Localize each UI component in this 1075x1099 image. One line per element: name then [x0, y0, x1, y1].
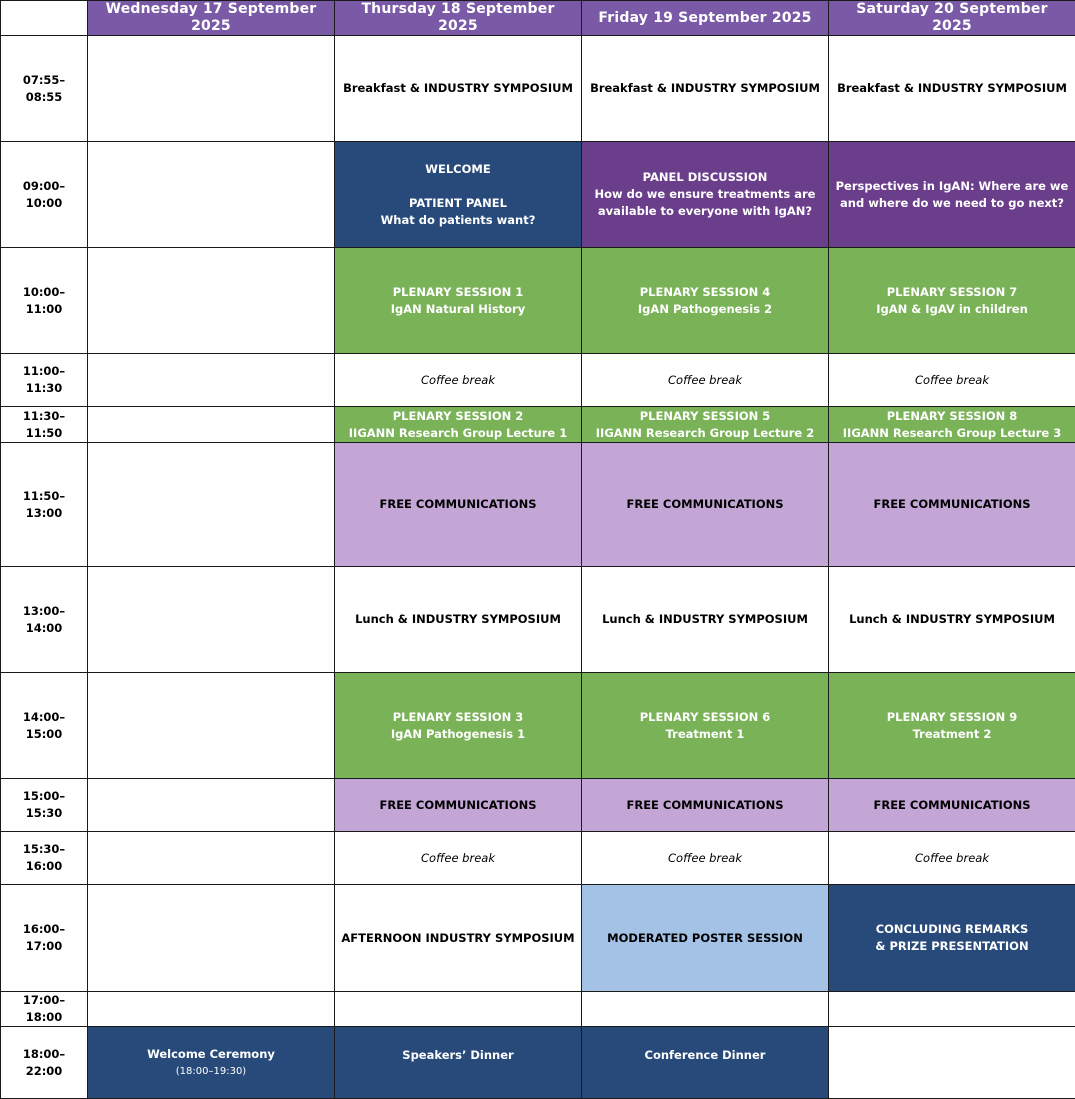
plenary-session-cell [335, 673, 582, 779]
free-communications-cell: FREE COMMUNICATIONS [335, 779, 582, 832]
session-subtitle: IgAN Pathogenesis 2 [588, 301, 822, 318]
session-subtitle: Treatment 1 [588, 726, 822, 743]
plenary-session-cell [582, 248, 829, 354]
session-time: (18:00–19:30) [94, 1063, 328, 1080]
plenary-session-cell [829, 673, 1075, 779]
empty-cell [88, 354, 335, 407]
session-subtitle: IgAN & IgAV in children [835, 301, 1069, 318]
session-line: CONCLUDING REMARKS [835, 921, 1069, 938]
plenary-session-cell [582, 407, 829, 443]
session-subtitle: IIGANN Research Group Lecture 2 [588, 425, 822, 442]
session-line: PATIENT PANEL [341, 195, 575, 212]
welcome-ceremony-cell [88, 1027, 335, 1099]
session-line: Perspectives in IgAN: Where are we [835, 178, 1069, 195]
session-line: & PRIZE PRESENTATION [835, 938, 1069, 955]
header-corner [1, 1, 88, 36]
empty-cell [88, 885, 335, 992]
breakfast-symposium-cell: Breakfast & INDUSTRY SYMPOSIUM [335, 36, 582, 142]
session-title: PLENARY SESSION 8 [835, 408, 1069, 425]
session-subtitle: IIGANN Research Group Lecture 1 [341, 425, 575, 442]
concluding-remarks-cell [829, 885, 1075, 992]
session-title: PLENARY SESSION 2 [341, 408, 575, 425]
empty-cell [829, 992, 1075, 1027]
free-communications-cell: FREE COMMUNICATIONS [582, 443, 829, 567]
empty-cell [829, 1027, 1075, 1099]
lunch-symposium-cell: Lunch & INDUSTRY SYMPOSIUM [335, 567, 582, 673]
welcome-patient-panel-cell [335, 142, 582, 248]
day-header-thursday: Thursday 18 September 2025 [335, 1, 582, 36]
breakfast-symposium-cell: Breakfast & INDUSTRY SYMPOSIUM [582, 36, 829, 142]
empty-cell [88, 248, 335, 354]
time-slot: 11:30–11:50 [1, 407, 88, 443]
plenary-session-cell [335, 248, 582, 354]
empty-cell [88, 407, 335, 443]
time-slot: 15:00–15:30 [1, 779, 88, 832]
time-slot: 11:50–13:00 [1, 443, 88, 567]
plenary-session-cell [829, 407, 1075, 443]
empty-cell [88, 779, 335, 832]
panel-discussion-cell [582, 142, 829, 248]
empty-cell [88, 142, 335, 248]
coffee-break-cell: Coffee break [335, 354, 582, 407]
empty-cell [88, 832, 335, 885]
time-slot: 18:00–22:00 [1, 1027, 88, 1099]
afternoon-symposium-cell: AFTERNOON INDUSTRY SYMPOSIUM [335, 885, 582, 992]
plenary-session-cell [829, 248, 1075, 354]
time-slot: 09:00–10:00 [1, 142, 88, 248]
time-slot: 10:00–11:00 [1, 248, 88, 354]
time-slot: 16:00–17:00 [1, 885, 88, 992]
session-line: PANEL DISCUSSION [588, 169, 822, 186]
coffee-break-cell: Coffee break [582, 354, 829, 407]
free-communications-cell: FREE COMMUNICATIONS [335, 443, 582, 567]
time-slot: 14:00–15:00 [1, 673, 88, 779]
session-title: PLENARY SESSION 9 [835, 709, 1069, 726]
empty-cell [88, 992, 335, 1027]
empty-cell [88, 443, 335, 567]
session-line: available to everyone with IgAN? [588, 203, 822, 220]
coffee-break-cell: Coffee break [829, 354, 1075, 407]
day-header-wednesday: Wednesday 17 September 2025 [88, 1, 335, 36]
lunch-symposium-cell: Lunch & INDUSTRY SYMPOSIUM [582, 567, 829, 673]
coffee-break-cell: Coffee break [582, 832, 829, 885]
free-communications-cell: FREE COMMUNICATIONS [582, 779, 829, 832]
lunch-symposium-cell: Lunch & INDUSTRY SYMPOSIUM [829, 567, 1075, 673]
coffee-break-cell: Coffee break [829, 832, 1075, 885]
conference-dinner-cell: Conference Dinner [582, 1027, 829, 1099]
session-title: PLENARY SESSION 4 [588, 284, 822, 301]
empty-cell [88, 673, 335, 779]
plenary-session-cell [335, 407, 582, 443]
time-slot: 11:00–11:30 [1, 354, 88, 407]
session-line: and where do we need to go next? [835, 195, 1069, 212]
empty-cell [582, 992, 829, 1027]
free-communications-cell: FREE COMMUNICATIONS [829, 779, 1075, 832]
perspectives-cell [829, 142, 1075, 248]
empty-cell [335, 992, 582, 1027]
free-communications-cell: FREE COMMUNICATIONS [829, 443, 1075, 567]
session-title: Welcome Ceremony [94, 1046, 328, 1063]
session-title: PLENARY SESSION 5 [588, 408, 822, 425]
empty-cell [88, 36, 335, 142]
empty-cell [88, 567, 335, 673]
breakfast-symposium-cell: Breakfast & INDUSTRY SYMPOSIUM [829, 36, 1075, 142]
session-subtitle: IgAN Pathogenesis 1 [341, 726, 575, 743]
session-line: What do patients want? [341, 212, 575, 229]
coffee-break-cell: Coffee break [335, 832, 582, 885]
day-header-saturday: Saturday 20 September 2025 [829, 1, 1075, 36]
session-line: WELCOME [341, 161, 575, 178]
time-slot: 07:55–08:55 [1, 36, 88, 142]
time-slot: 17:00–18:00 [1, 992, 88, 1027]
session-subtitle: IgAN Natural History [341, 301, 575, 318]
session-line: How do we ensure treatments are [588, 186, 822, 203]
speakers-dinner-cell: Speakers’ Dinner [335, 1027, 582, 1099]
time-slot: 13:00–14:00 [1, 567, 88, 673]
time-slot: 15:30–16:00 [1, 832, 88, 885]
session-title: PLENARY SESSION 6 [588, 709, 822, 726]
session-title: PLENARY SESSION 7 [835, 284, 1069, 301]
moderated-poster-cell: MODERATED POSTER SESSION [582, 885, 829, 992]
session-title: PLENARY SESSION 1 [341, 284, 575, 301]
session-subtitle: Treatment 2 [835, 726, 1069, 743]
session-title: PLENARY SESSION 3 [341, 709, 575, 726]
plenary-session-cell [582, 673, 829, 779]
spacer [341, 178, 575, 195]
day-header-friday: Friday 19 September 2025 [582, 1, 829, 36]
session-subtitle: IIGANN Research Group Lecture 3 [835, 425, 1069, 442]
